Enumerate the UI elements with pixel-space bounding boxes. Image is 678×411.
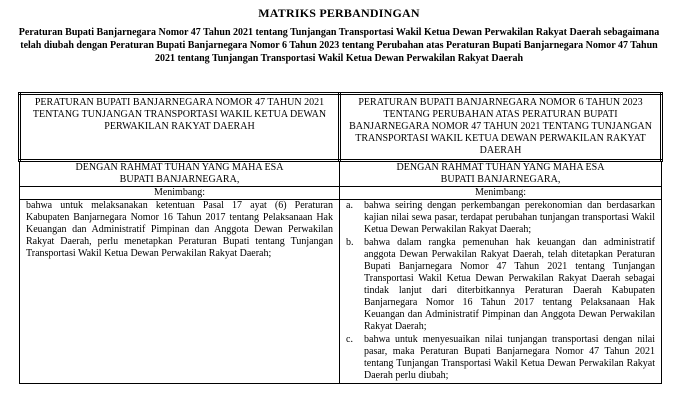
comparison-table — [18, 92, 663, 384]
list-item — [346, 237, 655, 333]
left-header-text: PERATURAN BUPATI BANJARNEGARA NOMOR 47 TAHUN 2021 TENTANG TUNJANGAN TRANSPORTASI WAKIL KETUA DEWAN PERWAKILAN RAKYAT DAERAH — [32, 97, 327, 132]
left-menimbang-cell — [20, 200, 340, 384]
right-menimbang-cell — [340, 200, 662, 384]
right-rahmat-text: DENGAN RAHMAT TUHAN YANG MAHA ESA — [396, 162, 605, 173]
rahmat-row — [20, 161, 662, 187]
right-header-cell — [340, 94, 662, 161]
right-header-text: PERATURAN BUPATI BANJARNEGARA NOMOR 6 TAHUN 2023 TENTANG PERUBAHAN ATAS PERATURAN BUPATI BANJARNEGARA NOMOR 47 TAHUN 2021 TENTANG TUNJANGAN TRANSPORTASI WAKIL KETUA DEWAN PERWAKILAN RAKYAT DAERAH — [349, 97, 652, 156]
list-item-text: bahwa untuk menyesuaikan nilai tunjangan transportasi dengan nilai pasar, maka Peraturan Bupati Banjarnegara Nomor 47 Tahun 2021 tentang Tunjangan Transportasi Wakil Ketua Dewan Perwakilan Rakyat Daerah perlu diubah; — [364, 334, 655, 381]
right-menimbang-list — [346, 200, 655, 382]
list-item-marker: a. — [346, 200, 353, 211]
left-header-cell — [20, 94, 340, 161]
right-menimbang-label: Menimbang: — [340, 187, 662, 200]
menimbang-content-row — [20, 200, 662, 384]
left-menimbang-label: Menimbang: — [20, 187, 340, 200]
document-title: MATRIKS PERBANDINGAN — [258, 6, 420, 20]
list-item-text: bahwa dalam rangka pemenuhan hak keuangan dan administratif anggota Dewan Perwakilan Rakyat Daerah, telah ditetapkan Peraturan Bupati Banjarnegara Nomor 47 Tahun 2021 tentang Tunjangan Transportasi Wakil Ketua Dewan Perwakilan Rakyat Daerah sebagai tindak lanjut dari diterbitkannya Peraturan Daerah Kabupaten Banjarnegara Nomor 16 Tahun 2017 tentang Pelaksanaan Hak Keuangan dan Administratif Pimpinan dan Anggota Dewan Perwakilan Rakyat Daerah; — [364, 237, 655, 332]
list-item — [346, 200, 655, 236]
right-bupati-text: BUPATI BANJARNEGARA, — [440, 174, 561, 185]
list-item-marker: b. — [346, 237, 354, 248]
left-menimbang-text: bahwa untuk melaksanakan ketentuan Pasal 17 ayat (6) Peraturan Kabupaten Banjarnegara Nomor 16 Tahun 2017 tentang Pelaksanaan Hak Keuangan dan Administratif Pimpinan dan Anggota Dewan Perwakilan Rakyat Daerah, perlu menetapkan Peraturan Bupati tentang Tunjangan Transportasi Wakil Ketua Dewan Perwakilan Rakyat Daerah; — [26, 200, 333, 259]
document-subtitle: Peraturan Bupati Banjarnegara Nomor 47 Tahun 2021 tentang Tunjangan Transportasi Wakil Ketua Dewan Perwakilan Rakyat Daerah sebagaimana telah diubah dengan Peraturan Bupati Banjarnegara Nomor 6 Tahun 2023 tentang Perubahan atas Peraturan Bupati Banjarnegara Nomor 47 Tahun 2021 tentang Tunjangan Transportasi Wakil Ketua Dewan Perwakilan Rakyat Daerah — [18, 27, 660, 64]
left-rahmat-cell — [20, 161, 340, 187]
left-rahmat-text: DENGAN RAHMAT TUHAN YANG MAHA ESA — [75, 162, 284, 173]
left-bupati-text: BUPATI BANJARNEGARA, — [119, 174, 240, 185]
list-item-text: bahwa seiring dengan perkembangan perekonomian dan berdasarkan kajian nilai sewa pasar, terdapat perubahan tunjangan transportasi Wakil Ketua Dewan Perwakilan Rakyat Daerah; — [364, 200, 655, 235]
list-item — [346, 334, 655, 382]
list-item-marker: c. — [346, 334, 353, 345]
right-rahmat-cell — [340, 161, 662, 187]
menimbang-label-row — [20, 187, 662, 200]
table-header-row — [20, 94, 662, 161]
